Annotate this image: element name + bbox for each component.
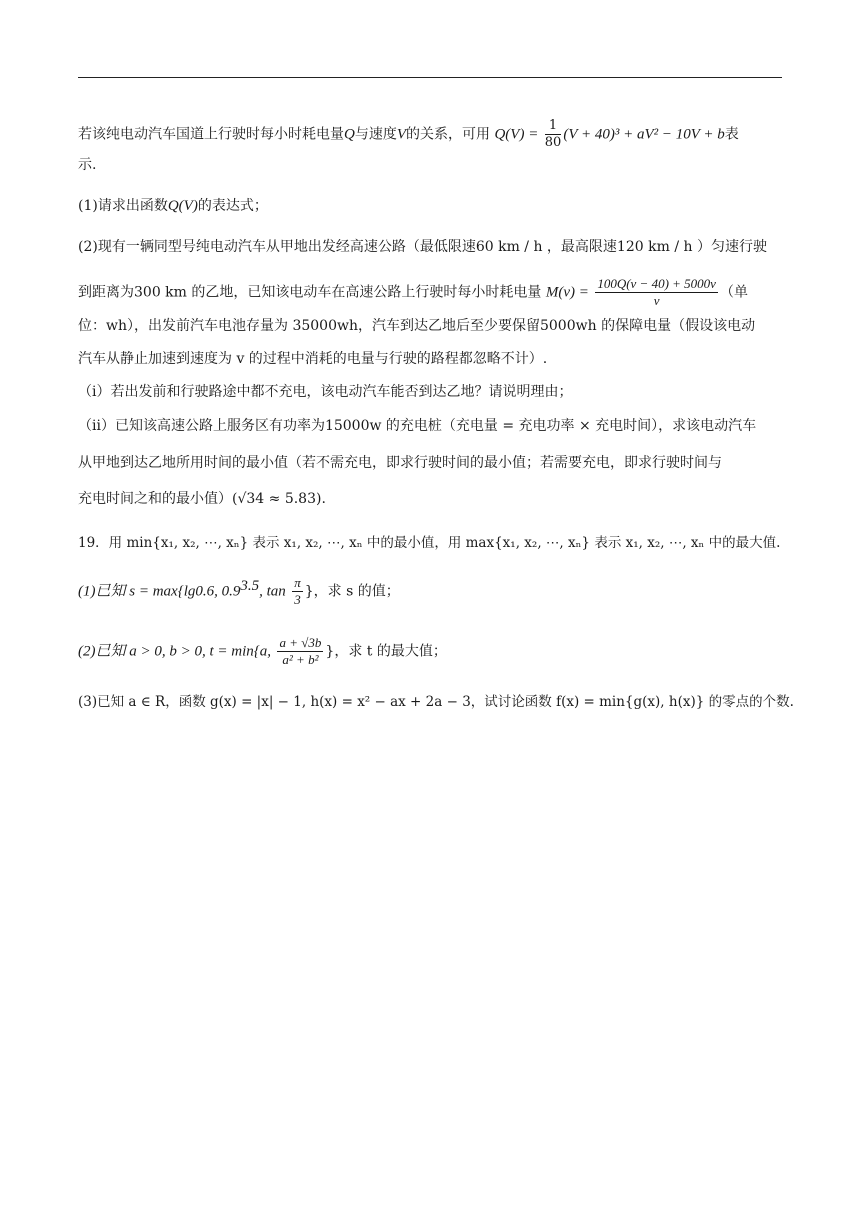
problem-line-1	[78, 118, 739, 151]
problem-19-intro: 19．用 min{x₁, x₂, ⋯, xₙ} 表示 x₁, x₂, ⋯, xₙ 中的最小值，用 max{x₁, x₂, ⋯, xₙ} 表示 x₁, x₂, ⋯, xₙ 中的最大值.	[78, 535, 781, 551]
text-segment: 与速度	[354, 126, 397, 143]
formula-lhs: Q(V) =	[494, 126, 539, 143]
problem-19-q3: (3)已知 a ∈ R，函数 g(x) = |x| − 1, h(x) = x² − ax + 2a − 3，试讨论函数 f(x) = min{g(x), h(x)} 的零点的个数.	[78, 694, 794, 710]
question-2-line-1: (2)现有一辆同型号纯电动汽车从甲地出发经高速公路（最低限速60 km / h ，最高限速120 km / h ）匀速行驶	[78, 239, 767, 255]
fraction-m-v: $\frac{100Q(v - 40) + 5000v}{v}$	[597, 276, 716, 308]
function-q: Q(V)	[167, 198, 198, 214]
question-2-ii-line-3: 充电时间之和的最小值）(√34 ≈ 5.83).	[78, 491, 326, 507]
header-rule	[78, 77, 782, 78]
text-segment: 若该纯电动汽车国道上行驶时每小时耗电量	[78, 126, 344, 143]
formula-lhs: M(v) =	[545, 284, 589, 301]
question-2-ii-line-2: 从甲地到达乙地所用时间的最小值（若不需充电，即求行驶时间的最小值；若需要充电，即求行驶时间与	[78, 455, 722, 471]
problem-line-2: 示.	[78, 157, 97, 173]
question-2-i: （i）若出发前和行驶路途中都不充电，该电动汽车能否到达乙地？请说明理由；	[78, 384, 573, 400]
question-2-ii-line-1: （ii）已知该高速公路上服务区有功率为15000w 的充电桩（充电量 = 充电功率 × 充电时间），求该电动汽车	[78, 418, 757, 434]
variable-q: Q	[344, 126, 355, 143]
question-2-line-3: 位：wh），出发前汽车电池存量为 35000wh，汽车到达乙地后至少要保留5000wh 的保障电量（假设该电动	[78, 318, 756, 334]
fraction-1-80: $\frac{1}{80}$	[544, 118, 562, 150]
text-segment: 的关系，可用	[406, 126, 491, 143]
question-2-line-4: 汽车从静止加速到速度为 v 的过程中消耗的电量与行驶的路程都忽略不计）.	[78, 351, 548, 367]
question-2-line-2: 到距离为300 km 的乙地，已知该电动车在高速公路上行驶时每小时耗电量 M(v) = $\frac{100Q(v - 40) + 5000v}{v}$ （单	[78, 276, 748, 308]
question-1: (1)请求出函数Q(V)的表达式；	[78, 198, 268, 214]
formula-rhs: (V + 40)³ + aV² − 10V + b	[563, 126, 725, 143]
variable-v: V	[396, 126, 407, 143]
problem-19-q1: (1)已知 s = max{lg0.6, $0.9^{3.5}$, tan $\frac{\pi}{3}$ }，求 s 的值；	[78, 575, 400, 607]
text-segment: 表	[724, 126, 739, 143]
fraction-pi-3: $\frac{\pi}{3}$	[294, 575, 301, 607]
problem-19-q2: (2)已知 a > 0, b > 0, t = min{a, $\frac{a + √3b}{\text{a² + b²}}$ }，求 t 的最大值；	[78, 635, 447, 667]
fraction-t: $\frac{a + √3b}{\text{a² + b²}}$	[279, 635, 322, 667]
